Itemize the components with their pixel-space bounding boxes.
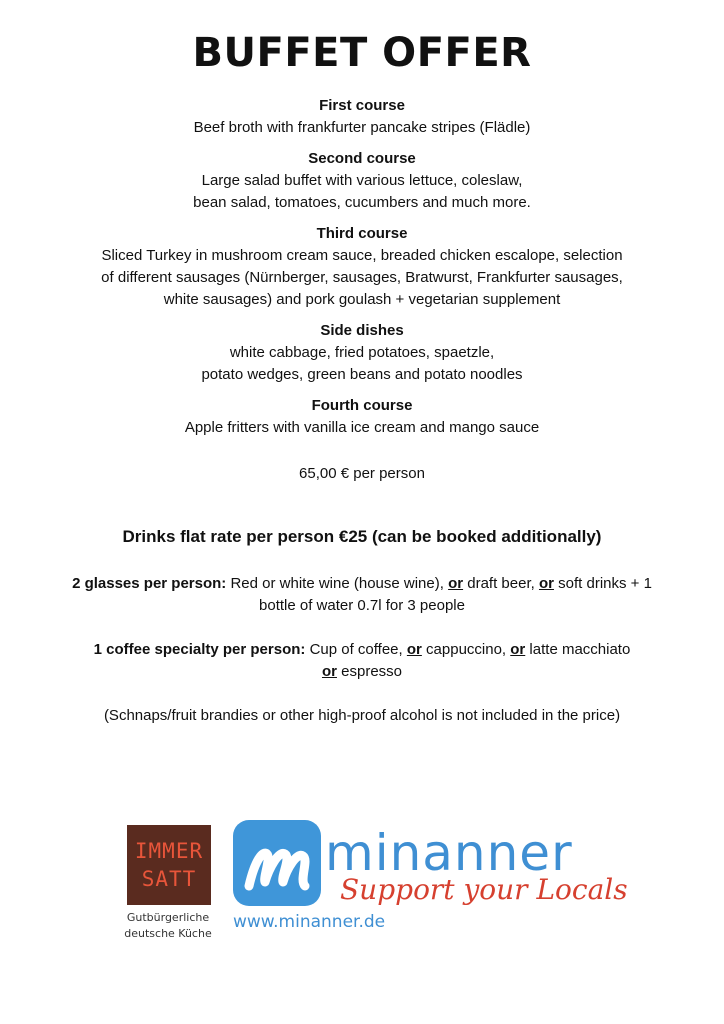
coffee-text: Cup of coffee, (305, 641, 407, 658)
or-emphasis: or (321, 663, 337, 680)
drinks-coffee (62, 639, 662, 683)
immersatt-logo-text: IMMER (134, 839, 204, 863)
course-description: Large salad buffet with various lettuce, coleslaw, (201, 172, 523, 189)
or-emphasis: or (406, 641, 422, 658)
minanner-url[interactable]: www.minanner.de (233, 912, 386, 932)
course-fourth (0, 395, 724, 439)
or-emphasis: or (538, 575, 554, 592)
course-second (0, 148, 724, 214)
course-description: potato wedges, green beans and potato noodles (201, 366, 523, 383)
immersatt-subtitle (118, 910, 218, 942)
immersatt-subtitle-line: Gutbürgerliche (126, 911, 210, 924)
immersatt-subtitle-line: deutsche Küche (124, 927, 212, 940)
drinks-section (0, 524, 724, 727)
course-side-dishes (0, 320, 724, 386)
course-title: First course (319, 97, 405, 114)
price-per-person: 65,00 € per person (299, 465, 425, 482)
course-description: bean salad, tomatoes, cucumbers and much more. (193, 194, 531, 211)
course-description: Sliced Turkey in mushroom cream sauce, breaded chicken escalope, selection (101, 247, 623, 264)
glasses-text: soft drinks + 1 bottle of water 0.7l for 3 people (259, 575, 652, 614)
course-title: Side dishes (320, 322, 404, 339)
coffee-text: espresso (336, 663, 403, 680)
course-description: of different sausages (Nürnberger, sausages, Bratwurst, Frankfurter sausages, (101, 269, 623, 286)
course-title: Fourth course (311, 397, 413, 414)
glasses-text: Red or white wine (house wine), (226, 575, 449, 592)
drinks-title: Drinks flat rate per person €25 (can be booked additionally) (122, 527, 602, 546)
course-first (0, 95, 724, 139)
page-title: BUFFET OFFER (192, 30, 532, 76)
coffee-text: cappuccino, (421, 641, 511, 658)
or-emphasis: or (448, 575, 464, 592)
course-description: white sausages) and pork goulash + vegetarian supplement (163, 291, 561, 308)
drinks-note: (Schnaps/fruit brandies or other high-proof alcohol is not included in the price) (103, 707, 621, 724)
menu-courses (0, 95, 724, 485)
minanner-logo-text: minanner (325, 824, 573, 882)
course-title: Third course (316, 225, 408, 242)
or-emphasis: or (510, 641, 526, 658)
course-description: Beef broth with frankfurter pancake stripes (Flädle) (193, 119, 531, 136)
immersatt-logo-text: SATT (141, 867, 197, 891)
glasses-label: 2 glasses per person: (72, 575, 227, 592)
drinks-glasses (62, 573, 662, 617)
minanner-m-icon (233, 820, 321, 906)
coffee-label: 1 coffee specialty per person: (93, 641, 306, 658)
course-description: white cabbage, fried potatoes, spaetzle, (229, 344, 495, 361)
glasses-text: draft beer, (463, 575, 539, 592)
course-title: Second course (308, 150, 416, 167)
coffee-text: latte macchiato (525, 641, 631, 658)
minanner-tagline: Support your Locals (340, 873, 628, 906)
immersatt-logo (127, 825, 211, 905)
course-description: Apple fritters with vanilla ice cream and mango sauce (184, 419, 540, 436)
course-third (0, 223, 724, 311)
